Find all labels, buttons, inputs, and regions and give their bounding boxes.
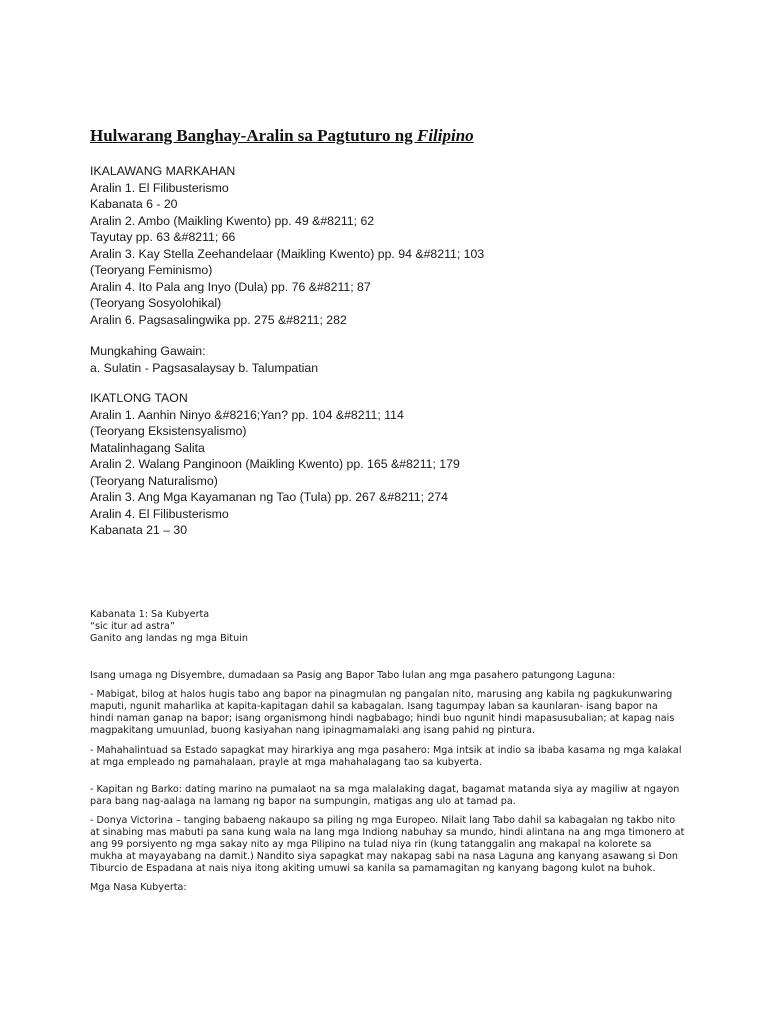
paragraph-line: mukha at mayayabang na damit.) Nandito siya sapagkat may nakapag sabi na nasa Laguna ang kanyang asawang si Don <box>90 851 678 862</box>
paragraph-line: at sinabing mas mabuti pa sana kung wala na lang mga Indiong nabuhay sa mundo, hindi alintana na ang mga timonero at <box>90 827 685 838</box>
chapter-motto: “sic itur ad astra” <box>90 621 175 632</box>
paragraph-line: Tiburcio de Espadana at nais niya itong akiting umuwi sa kanila sa pamamagitan ng kanyang bagong kulot na buhok. <box>90 863 656 874</box>
lesson-line: Aralin 2. Walang Panginoon (Maikling Kwento) pp. 165 &#8211; 179 <box>90 457 460 471</box>
lesson-line: Aralin 4. Ito Pala ang Inyo (Dula) pp. 76 &#8211; 87 <box>90 279 371 294</box>
lesson-line: (Teoryang Eksistensyalismo) <box>90 424 247 438</box>
activity-line: a. Sulatin - Pagsasalaysay b. Talumpatian <box>90 360 319 375</box>
lesson-line: Kabanata 6 - 20 <box>90 197 178 211</box>
paragraph-line: - Mahahalintuad sa Estado sapagkat may hirarkiya ang mga pasahero: Mga intsik at indio sa ibaba kasama ng mga kalakal <box>90 745 682 756</box>
lesson-line: Aralin 1. Aanhin Ninyo &#8216;Yan? pp. 104 &#8211; 114 <box>90 407 404 422</box>
paragraph-line: Mga Nasa Kubyerta: <box>90 882 187 893</box>
lesson-line: Aralin 3. Kay Stella Zeehandelaar (Maikling Kwento) pp. 94 &#8211; 103 <box>90 246 485 261</box>
lesson-line: (Teoryang Naturalismo) <box>90 473 218 488</box>
page-title-italic: Filipino <box>416 126 474 145</box>
paragraph-line: at mga empleado ng pamahalaan, prayle at mga mahahalagang tao sa kubyerta. <box>90 757 483 768</box>
section-heading: Mungkahing Gawain: <box>90 344 206 358</box>
lesson-line: Aralin 4. El Filibusterismo <box>90 506 229 521</box>
paragraph-line: - Donya Victorina – tanging babaeng nakaupo sa piling ng mga Europeo. Nilait lang Tabo dahil sa kabagalan ng takbo nito <box>90 815 676 826</box>
lesson-line: Aralin 6. Pagsasalingwika pp. 275 &#8211; 282 <box>90 312 347 327</box>
paragraph-line: - Kapitan ng Barko: dating marino na pumalaot na sa mga malalaking dagat, bagamat matanda siya ay magiliw at ngayon <box>90 784 680 795</box>
chapter-title: Kabanata 1: Sa Kubyerta <box>90 609 210 620</box>
paragraph-kapitan <box>90 784 690 808</box>
paragraph-line: - Mabigat, bilog at halos hugis tabo ang bapor na pinagmulan ng pangalan nito, marusing ang kabila ng pagkukunwaring <box>90 689 673 700</box>
paragraph-donya-victorina <box>90 815 690 875</box>
kabanata-heading <box>90 609 690 645</box>
lesson-line: (Teoryang Feminismo) <box>90 263 213 277</box>
paragraph-nasa-kubyerta <box>90 882 690 894</box>
chapter-subtitle: Ganito ang landas ng mga Bituin <box>90 633 248 644</box>
section-heading: IKATLONG TAON <box>90 391 188 405</box>
ikatlong-taon-section <box>90 390 460 539</box>
section-heading: IKALAWANG MARKAHAN <box>90 164 236 178</box>
lesson-line: Matalinhagang Salita <box>90 440 205 455</box>
paragraph-line: hindi naman ganap na bapor; isang organismong hindi nagbabago; hindi buo ngunit hindi mapasusubalian; at kapag nais <box>90 713 675 724</box>
paragraph-line: Isang umaga ng Disyembre, dumadaan sa Pasig ang Bapor Tabo lulan ang mga pasahero patungong Laguna: <box>90 670 616 681</box>
lesson-line: Aralin 3. Ang Mga Kayamanan ng Tao (Tula) pp. 267 &#8211; 274 <box>90 490 448 504</box>
paragraph-line: para bang nag-aalaga na lamang ng bapor na sumpungin, matigas ang ulo at tamad pa. <box>90 796 516 807</box>
page-title-main: Hulwarang Banghay-Aralin sa Pagtuturo ng <box>90 126 417 145</box>
paragraph-mabigat <box>90 689 690 737</box>
paragraph-mahahalintuad <box>90 745 690 769</box>
mungkahing-gawain-section <box>90 343 318 376</box>
ikalawang-markahan-section <box>90 163 484 328</box>
paragraph-intro <box>90 670 690 682</box>
lesson-line: Kabanata 21 – 30 <box>90 523 188 537</box>
lesson-line: Aralin 1. El Filibusterismo <box>90 180 229 195</box>
lesson-line: (Teoryang Sosyolohikal) <box>90 296 222 310</box>
page-title <box>90 126 474 146</box>
lesson-line: Aralin 2. Ambo (Maikling Kwento) pp. 49 &#8211; 62 <box>90 213 375 228</box>
paragraph-line: ang 99 porsiyento ng mga sakay nito ay mga Pilipino na tulad niya rin (kung tatanggalin ang makapal na kolorete sa <box>90 839 652 850</box>
paragraph-line: magpakitang umuunlad, buong kasiyahan nang ipinagmamalaki ang isang pahid ng pintura. <box>90 725 535 736</box>
paragraph-line: maputi, ngunit maharlika at kapita-kapitagan dahil sa kabagalan. Isang tagumpay laban sa kaunlaran- isang bapor na <box>90 701 658 712</box>
lesson-line: Tayutay pp. 63 &#8211; 66 <box>90 230 236 244</box>
